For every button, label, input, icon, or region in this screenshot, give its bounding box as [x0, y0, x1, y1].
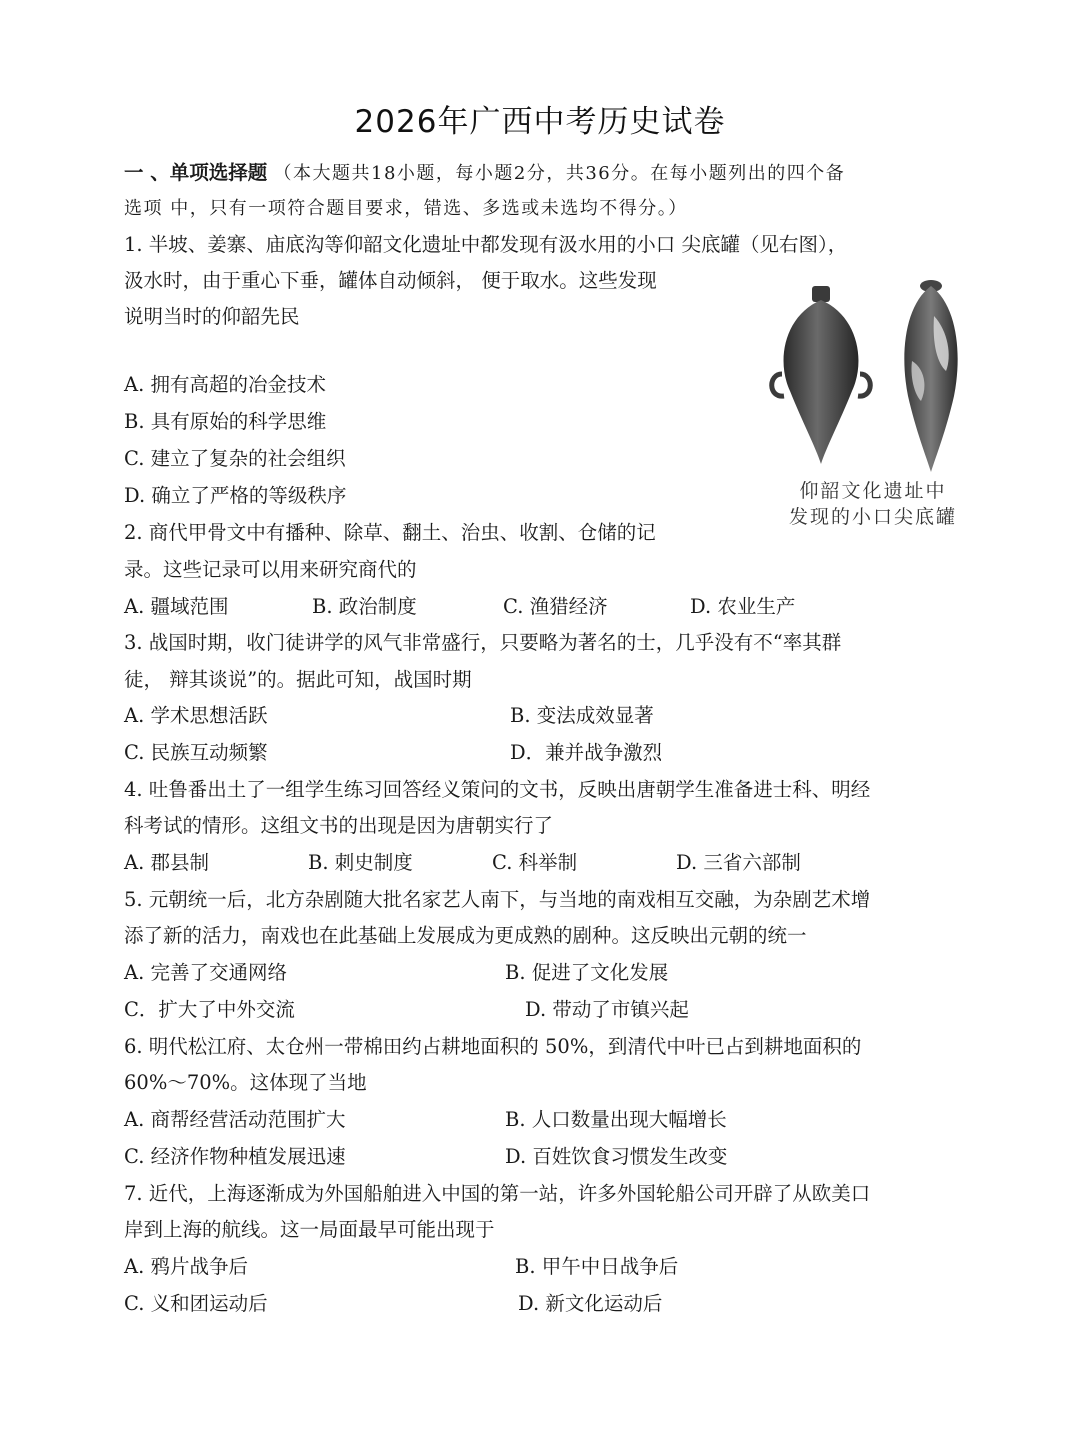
q3-option-c: C. 民族互动频繁	[124, 741, 268, 764]
q1-stem-line1: 1. 半坡、姜寨、庙底沟等仰韶文化遗址中都发现有汲水用的小口 尖底罐（见右图），	[124, 233, 848, 256]
q3-stem-line1: 3. 战国时期，收门徒讲学的风气非常盛行，只要略为著名的士，几乎没有不“率其群	[124, 631, 842, 654]
q3-option-a: A. 学术思想活跃	[124, 704, 268, 727]
q3-stem-line2: 徒， 辩其谈说”的。据此可知，战国时期	[124, 668, 472, 691]
q5-stem-line2: 添了新的活力，南戏也在此基础上发展成为更成熟的剧种。这反映出元朝的统一	[124, 924, 807, 947]
figure-caption-line1: 仰韶文化遗址中	[799, 480, 947, 502]
q5-stem-line1: 5. 元朝统一后，北方杂剧随大批名家艺人南下，与当地的南戏相互交融，为杂剧艺术增	[124, 888, 871, 911]
q5-option-d: D. 带动了市镇兴起	[525, 998, 689, 1021]
q4-option-c: C. 科举制	[492, 851, 578, 874]
q2-option-a: A. 疆域范围	[124, 595, 229, 618]
q6-option-b: B. 人口数量出现大幅增长	[505, 1108, 727, 1131]
q4-option-b: B. 刺史制度	[308, 851, 413, 874]
page-title: 2026年广西中考历史试卷	[354, 104, 726, 140]
q5-option-c: C．扩大了中外交流	[124, 998, 295, 1021]
q7-option-b: B. 甲午中日战争后	[515, 1255, 679, 1278]
q4-option-a: A. 郡县制	[124, 851, 209, 874]
left-jar-body	[784, 300, 859, 464]
q1-option-d: D. 确立了严格的等级秩序	[124, 484, 347, 507]
q1-option-c: C. 建立了复杂的社会组织	[124, 447, 346, 470]
q6-stem-line1: 6. 明代松江府、太仓州一带棉田约占耕地面积的 50%，到清代中叶已占到耕地面积的	[124, 1035, 862, 1058]
q6-option-c: C. 经济作物种植发展迅速	[124, 1145, 346, 1168]
q5-option-a: A. 完善了交通网络	[124, 961, 287, 984]
pointed-bottom-jars-image	[766, 276, 980, 476]
q4-stem-line1: 4. 吐鲁番出土了一组学生练习回答经义策问的文书，反映出唐朝学生准备进士科、明经	[124, 778, 871, 801]
q2-stem-line1: 2. 商代甲骨文中有播种、除草、翻土、治虫、收割、仓储的记	[124, 521, 656, 544]
section-header	[124, 160, 845, 187]
q3-option-b: B. 变法成效显著	[510, 704, 654, 727]
q4-stem-line2: 科考试的情形。这组文书的出现是因为唐朝实行了	[124, 814, 554, 837]
q7-stem-line1: 7. 近代，上海逐渐成为外国船舶进入中国的第一站，许多外国轮船公司开辟了从欧美口	[124, 1182, 871, 1205]
left-jar-handle-right	[858, 374, 870, 396]
figure-caption-line2: 发现的小口尖底罐	[788, 506, 957, 528]
left-jar-handle-left	[772, 374, 784, 396]
q3-option-d: D．兼并战争激烈	[510, 741, 663, 764]
section-heading: 一 、单项选择题	[124, 161, 268, 184]
q1-option-b: B. 具有原始的科学思维	[124, 410, 327, 433]
q2-option-d: D. 农业生产	[690, 595, 796, 618]
section-note-line2: 选项 中，只有一项符合题目要求，错选、多选或未选均不得分。）	[124, 198, 688, 219]
left-jar-neck	[812, 286, 830, 302]
q1-stem-line3: 说明当时的仰韶先民	[124, 305, 300, 328]
q6-option-d: D. 百姓饮食习惯发生改变	[505, 1145, 728, 1168]
pottery-figure	[766, 276, 980, 536]
q7-stem-line2: 岸到上海的航线。这一局面最早可能出现于	[124, 1218, 495, 1241]
q2-option-b: B. 政治制度	[312, 595, 417, 618]
q6-stem-line2: 60%～70%。这体现了当地	[124, 1071, 367, 1094]
q1-option-a: A. 拥有高超的冶金技术	[124, 373, 326, 396]
q7-option-a: A. 鸦片战争后	[124, 1255, 248, 1278]
q7-option-d: D. 新文化运动后	[518, 1292, 663, 1315]
q4-option-d: D. 三省六部制	[676, 851, 801, 874]
q1-stem-line2: 汲水时，由于重心下垂，罐体自动倾斜， 便于取水。这些发现	[124, 269, 657, 292]
q6-option-a: A. 商帮经营活动范围扩大	[124, 1108, 346, 1131]
section-note-line1: （本大题共18小题，每小题2分，共36分。在每小题列出的四个备	[273, 163, 846, 184]
q5-option-b: B. 促进了文化发展	[505, 961, 669, 984]
q7-option-c: C. 义和团运动后	[124, 1292, 268, 1315]
q2-option-c: C. 渔猎经济	[503, 595, 608, 618]
q2-stem-line2: 录。这些记录可以用来研究商代的	[124, 558, 417, 581]
